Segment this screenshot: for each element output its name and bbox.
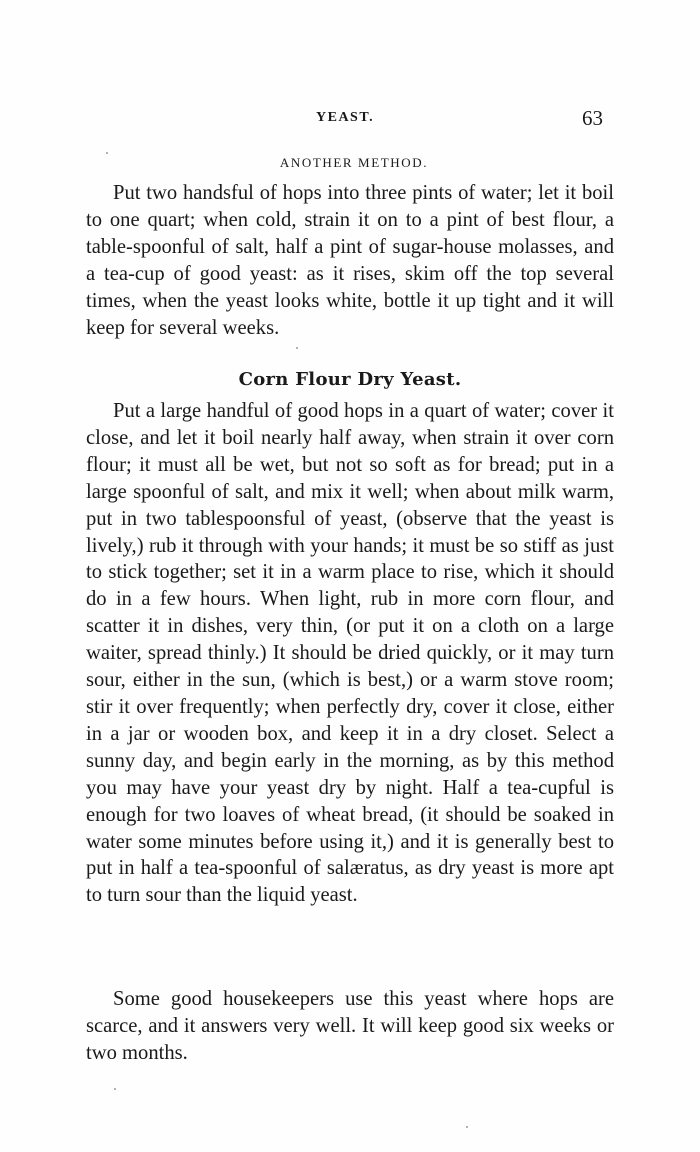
paragraph-text: Put two handsful of hops into three pints of water; let it boil to one quart; when cold, strain it on to a pint of best flour, a table-spoonful of salt, half a pint of sugar-house molasses, and a tea-cup of good yeast: as it rises, skim off the top several times, when the yeast looks white, bottle it up tight and it will keep for several weeks. <box>86 182 614 339</box>
running-title: YEAST. <box>316 110 375 125</box>
paragraph-text: Some good housekeepers use this yeast where hops are scarce, and it answers very well. It will keep good six weeks or two months. <box>86 988 614 1064</box>
running-head <box>0 106 700 136</box>
paper-speck <box>114 1088 116 1090</box>
paper-speck <box>466 1126 468 1128</box>
recipe-title: Corn Flour Dry Yeast. <box>238 369 462 390</box>
paragraph-housekeepers-note <box>86 986 614 1067</box>
paragraph-corn-flour-method <box>86 398 614 909</box>
page-number: 63 <box>582 106 603 130</box>
paragraph-text: Put a large handful of good hops in a quart of water; cover it close, and let it boil nearly half away, when strain it over corn flour; it must all be wet, but not so soft as for bread; put in a large spoonful of salt, and mix it well; when about milk warm, put in two tablespoonsful of yeast, (observe that the yeast is lively,) rub it through with your hands; it must be so stiff as just to stick together; set it in a warm place to rise, which it should do in a few hours. When light, rub in more corn flour, and scatter it in dishes, very thin, (or put it on a cloth on a large waiter, spread thinly.) It should be dried quickly, or it may turn sour, either in the sun, (which is best,) or a warm stove room; stir it over frequently; when perfectly dry, cover it close, either in a jar or wooden box, and keep it in a dry closet. Select a sunny day, and begin early in the morning, as by this method you may have your yeast dry by night. Half a tea-cupful is enough for two loaves of wheat bread, (it should be soaked in water some minutes before using it,) and it is generally best to put in half a tea-spoonful of salæratus, as dry yeast is more apt to turn sour than the liquid yeast. <box>86 400 614 907</box>
paper-speck <box>296 347 298 349</box>
paragraph-another-method <box>86 180 614 341</box>
paper-speck <box>106 152 108 154</box>
section-heading: ANOTHER METHOD. <box>279 155 429 170</box>
